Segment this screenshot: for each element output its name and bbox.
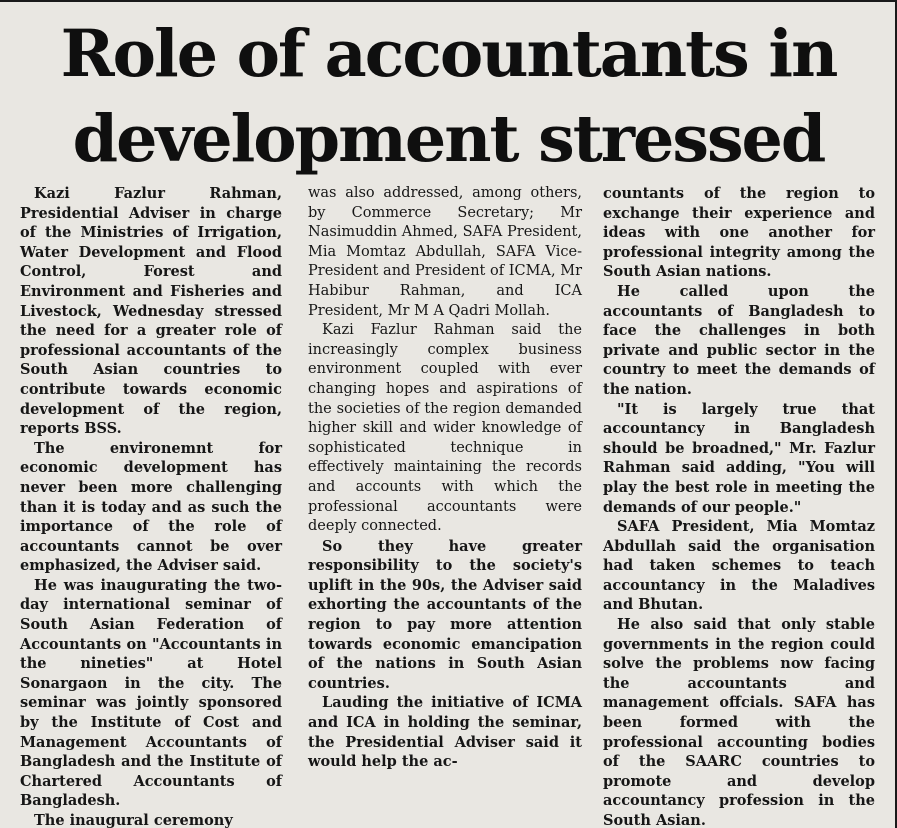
paragraph: Lauding the initiative of ICMA and ICA in holding the seminar, the Presidential Adviser said it would help the ac- [308, 694, 582, 771]
article-column-3 [603, 184, 875, 828]
paragraph: So they have greater responsibility to the society's uplift in the 90s, the Adviser said exhorting the accountants of the region to pay more attention towards economic emancipation of the nations in South Asian countries. [308, 537, 582, 692]
paragraph: was also addressed, among others, by Commerce Secretary; Mr Nasimuddin Ahmed, SAFA President, Mia Momtaz Abdullah, SAFA Vice-President and President of ICMA, Mr Habibur Rahman, and ICA President, Mr M A Qadri Mollah. [308, 185, 582, 319]
article-column-1 [20, 184, 282, 828]
headline: Role of accountants in development stressed [60, 16, 837, 177]
paragraph: He called upon the accountants of Bangladesh to face the challenges in both private and public sector in the country to meet the demands of the nation. [603, 282, 875, 398]
paragraph: Kazi Fazlur Rahman said the increasingly complex business environment coupled with ever changing hopes and aspirations of the societies of the region demanded higher skill and wider knowledge of sophisticated technique in effectively maintaining the records and accounts with which the professional accountants were deeply connected. [308, 322, 582, 535]
paragraph: "It is largely true that accountancy in Bangladesh should be broadned," Mr. Fazlur Rahman said adding, "You will play the best role in meeting the demands of our people." [603, 400, 875, 516]
paragraph: The inaugural ceremony [34, 812, 233, 828]
article-column-2 [308, 184, 582, 772]
paragraph: The environemnt for economic development has never been more challenging than it is today and as such the importance of the role of accountants cannot be over emphasized, the Adviser said. [20, 439, 282, 575]
lead-paragraph: Kazi Fazlur Rahman, Presidential Adviser in charge of the Ministries of Irrigation, Water Development and Flood Control, Forest and Environment and Fisheries and Livestock, Wednesday stressed the need for a greater role of professional accountants of the South Asian countries to contribute towards economic development of the region, reports BSS. [20, 185, 282, 438]
paragraph: He was inaugurating the two-day international seminar of South Asian Federation of Accountants on "Accountants in the nineties" at Hotel Sonargaon in the city. The seminar was jointly sponsored by the Institute of Cost and Management Accountants of Bangladesh and the Institute of Chartered Accountants of Bangladesh. [20, 576, 282, 810]
paragraph: He also said that only stable governments in the region could solve the problems now facing the accountants and management offcials. SAFA has been formed with the professional accounting bodies of the SAARC countries to promote and develop accountancy profession in the South Asian. [603, 616, 875, 828]
paragraph: SAFA President, Mia Momtaz Abdullah said the organisation had taken schemes to teach accountancy in the Maladives and Bhutan. [603, 518, 875, 614]
paragraph: countants of the region to exchange their experience and ideas with one another for professional integrity among the South Asian nations. [603, 185, 875, 281]
